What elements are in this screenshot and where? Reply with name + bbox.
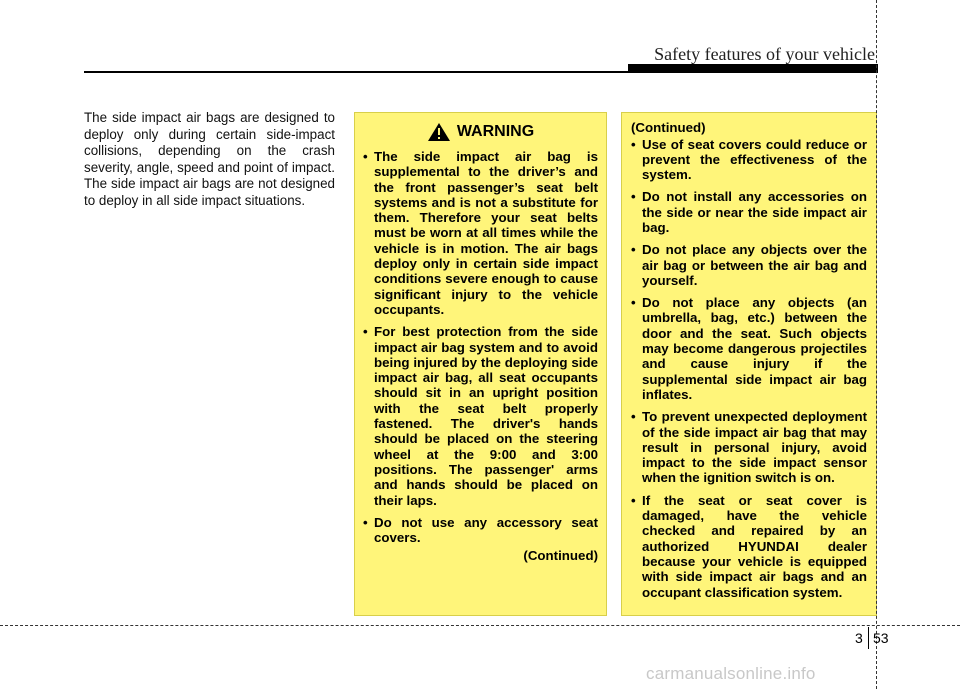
- continued-list: [631, 137, 867, 600]
- page-number-divider: [868, 627, 869, 649]
- list-item: • If the seat or seat cover is damaged, have the vehicle checked and repaired by an authorized HYUNDAI dealer because your vehicle is equipped with side impact air bags and an occupant classification system.: [631, 493, 867, 600]
- list-item: • Do not place any objects (an umbrella, bag, etc.) between the door and the seat. Such objects may become dangerous projectiles and cause injury if the supplemental side impact air bag inflates.: [631, 295, 867, 402]
- crop-mark-line: [876, 0, 877, 689]
- list-item: • Do not install any accessories on the side or near the side impact air bag.: [631, 189, 867, 235]
- section-number: 3: [855, 630, 863, 646]
- warning-list: [363, 149, 598, 545]
- footer-dashed-rule: [0, 625, 960, 626]
- watermark: carmanualsonline.info: [646, 664, 816, 683]
- header-rule-accent: [628, 64, 878, 73]
- warning-triangle-icon: [427, 122, 451, 142]
- list-item: • Do not use any accessory seat covers.: [363, 515, 598, 546]
- warning-label: WARNING: [456, 123, 535, 140]
- list-item: • Use of seat covers could reduce or prevent the effectiveness of the system.: [631, 137, 867, 183]
- header-title: Safety features of your vehicle: [654, 44, 875, 64]
- header-rule: [84, 71, 630, 73]
- warning-box: [354, 112, 607, 616]
- warning-heading: [363, 121, 598, 143]
- body-paragraph: The side impact air bags are designed to deploy only during certain side-impact collisions, depending on the crash severity, angle, speed and point of impact. The side impact air bags are not designed to deploy in all side impact situations.: [84, 110, 335, 208]
- list-item: • The side impact air bag is supplemental to the driver’s and the front passenger’s seat belt systems and is not a substitute for them. Therefore your seat belts must be worn at all times while the vehicle is in motion. The air bags deploy only in certain side impact conditions severe enough to cause significant injury to the vehicle occupants.: [363, 149, 598, 317]
- list-item: • To prevent unexpected deployment of the side impact air bag that may result in personal injury, avoid impact to the side impact sensor when the ignition switch is on.: [631, 409, 867, 485]
- continued-heading: (Continued): [631, 120, 706, 135]
- list-item: • For best protection from the side impact air bag system and to avoid being injured by the deploying side impact air bag, all seat occupants should sit in an upright position with the seat belt properly fastened. The driver's hands should be placed on the steering wheel at the 9:00 and 3:00 positions. The passenger' arms and hands should be placed on their laps.: [363, 324, 598, 508]
- continued-box: [621, 112, 877, 616]
- page-number: 53: [873, 630, 889, 646]
- list-item: • Do not place any objects over the air bag or between the air bag and yourself.: [631, 242, 867, 288]
- continued-note: (Continued): [523, 548, 598, 564]
